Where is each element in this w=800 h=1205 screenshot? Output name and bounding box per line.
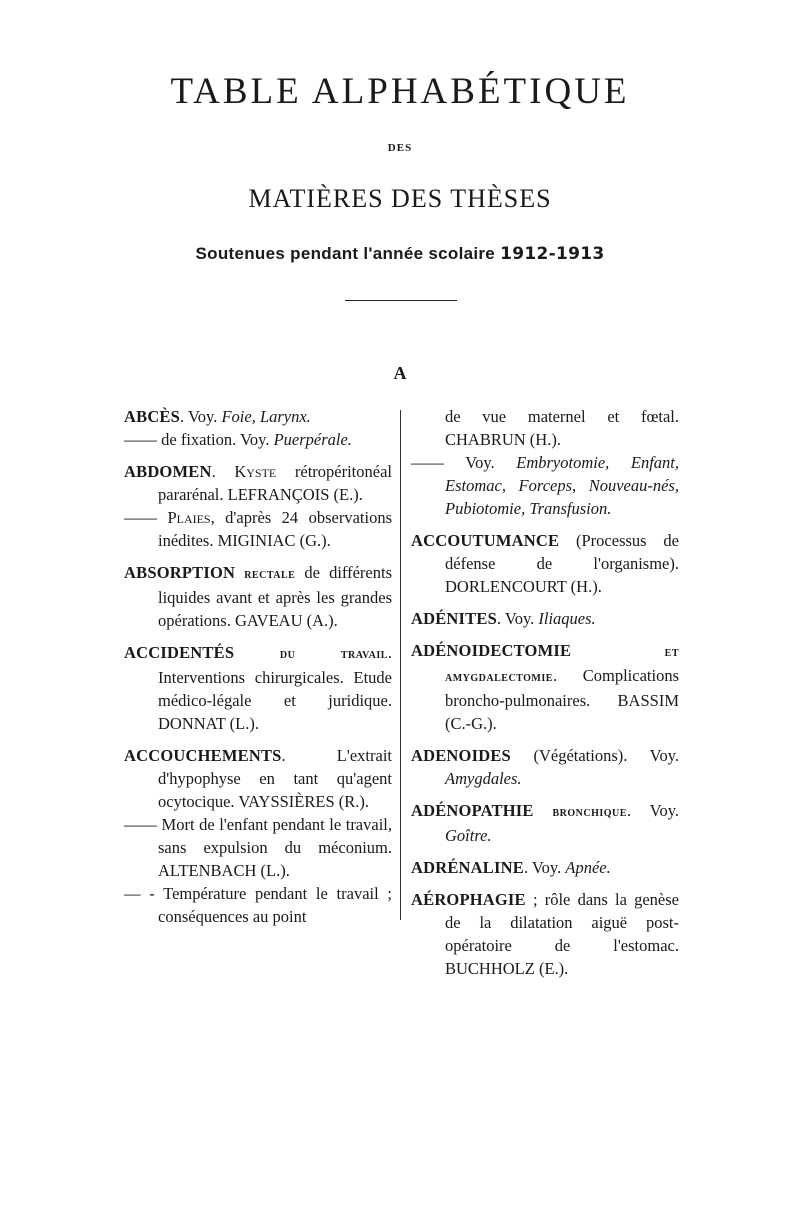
index-entry-continuation: de vue maternel et fœtal. CHABRUN (H.). xyxy=(445,407,679,449)
index-entry: ADENOIDES (Végétations). Voy. Amygdales. xyxy=(411,746,679,788)
entry-heading: ACCOUTUMANCE xyxy=(411,531,560,550)
page-subtitle: MATIÈRES DES THÈSES xyxy=(248,184,552,213)
column-divider xyxy=(400,410,401,920)
index-entry: ADRÉNALINE. Voy. Apnée. xyxy=(411,858,611,877)
cross-reference: Embryotomie, Enfant, Estomac, Forceps, Nouveau-nés, Pubiotomie, Transfusion. xyxy=(445,453,679,518)
index-entry: ABCÈS. Voy. Foie, Larynx. xyxy=(124,407,311,426)
index-entry: ACCOUCHEMENTS. L'extrait d'hypophyse en tant qu'agent ocytocique. VAYSSIÈRES (R.). xyxy=(124,746,392,811)
left-column xyxy=(124,405,392,937)
entry-heading: ABSORPTION xyxy=(124,563,236,582)
page-title: TABLE ALPHABÉTIQUE xyxy=(170,71,630,112)
index-entry: ACCIDENTÉS du travail. Interventions chirurgicales. Etude médico-légale et juridique. DONNAT (L.). xyxy=(124,643,392,733)
index-entry: ABDOMEN. Kyste rétropéritonéal pararénal. LEFRANÇOIS (E.). xyxy=(124,462,392,504)
index-entry: —— Voy. Embryotomie, Enfant, Estomac, Forceps, Nouveau-nés, Pubiotomie, Transfusion. xyxy=(411,453,679,518)
repeat-dash: —— xyxy=(124,430,157,449)
section-letter: A xyxy=(393,363,407,383)
title-connector: DES xyxy=(387,142,413,154)
index-entry: ADÉNOPATHIE bronchique. Voy. Goître. xyxy=(411,801,680,845)
entry-heading: ABDOMEN xyxy=(124,462,212,481)
title-rule xyxy=(345,300,457,301)
entry-heading: ADENOIDES xyxy=(411,746,511,765)
cross-reference: Iliaques. xyxy=(538,609,596,628)
repeat-dash: —— xyxy=(124,508,157,527)
index-entry: —— Mort de l'enfant pendant le travail, sans expulsion du méconium. ALTENBACH (L.). xyxy=(124,815,392,880)
index-entry: — - Température pendant le travail ; conséquences au point xyxy=(124,884,392,926)
cross-reference: Amygdales. xyxy=(445,769,522,788)
index-entry: ACCOUTUMANCE (Processus de défense de l'organisme). DORLENCOURT (H.). xyxy=(411,531,679,596)
right-column xyxy=(411,405,679,989)
entry-heading: ADÉNOIDECTOMIE xyxy=(411,641,572,660)
cross-reference: Puerpérale. xyxy=(273,430,352,449)
cross-reference: Goître. xyxy=(445,826,492,845)
index-entry: ADÉNITES. Voy. Iliaques. xyxy=(411,609,596,628)
repeat-dash: —— xyxy=(124,815,157,834)
repeat-dash: — - xyxy=(124,884,155,903)
entry-heading: ACCIDENTÉS xyxy=(124,643,235,662)
entry-heading: AÉROPHAGIE xyxy=(411,890,526,909)
index-entry: —— Plaies, d'après 24 observations inédites. MIGINIAC (G.). xyxy=(124,508,392,550)
cross-reference: Apnée. xyxy=(565,858,611,877)
index-entry: ADÉNOIDECTOMIE et amygdalectomie. Complications broncho-pulmonaires. BASSIM (C.-G.). xyxy=(411,641,679,733)
session-line xyxy=(0,244,800,264)
cross-reference: Foie, Larynx. xyxy=(221,407,311,426)
index-entry: —— de fixation. Voy. Puerpérale. xyxy=(124,430,352,449)
entry-heading: ADÉNOPATHIE xyxy=(411,801,534,820)
entry-heading: ACCOUCHEMENTS xyxy=(124,746,282,765)
session-text: Soutenues pendant l'année scolaire xyxy=(195,244,496,263)
entry-heading: ADRÉNALINE xyxy=(411,858,524,877)
index-entry: ABSORPTION rectale de différents liquides avant et après les grandes opérations. GAVEAU (A.). xyxy=(124,563,392,630)
entry-heading: ABCÈS xyxy=(124,407,181,426)
repeat-dash: —— xyxy=(411,453,444,472)
session-years: 1912-1913 xyxy=(500,244,605,264)
entry-heading: ADÉNITES xyxy=(411,609,497,628)
index-entry: AÉROPHAGIE ; rôle dans la genèse de la dilatation aiguë post-opératoire de l'estomac. BUCHHOLZ (E.). xyxy=(411,890,679,978)
